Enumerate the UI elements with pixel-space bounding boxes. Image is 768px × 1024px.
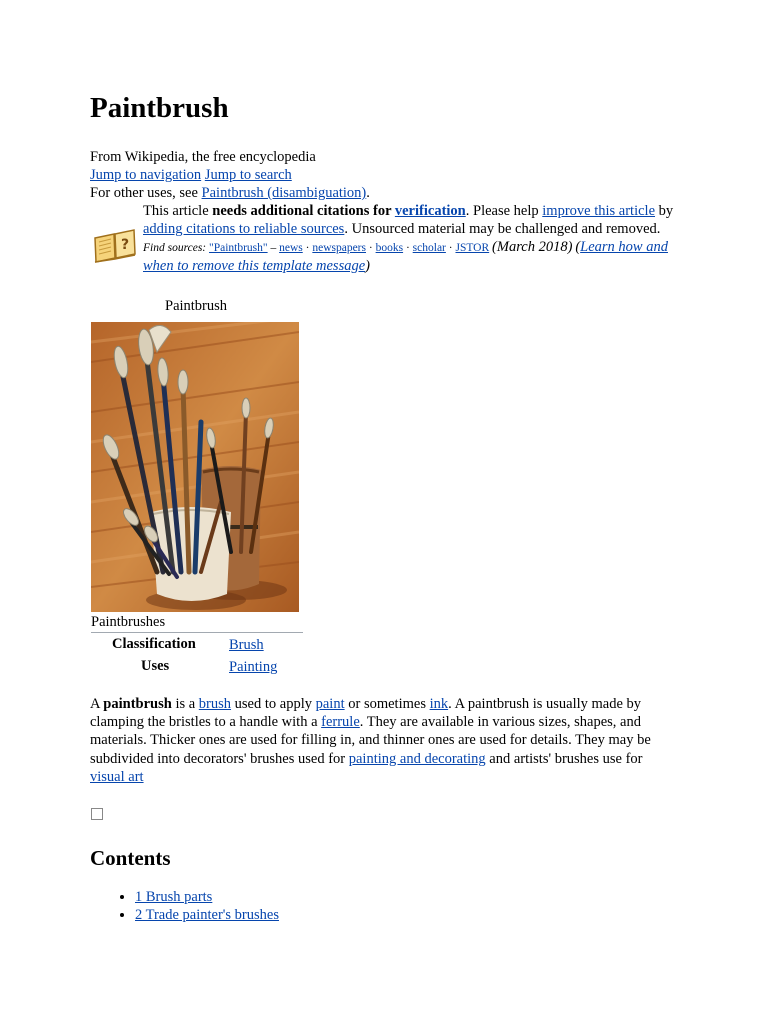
infobox-label-uses xyxy=(141,658,169,675)
find-sources-query-link[interactable]: "Paintbrush" xyxy=(209,242,268,254)
infobox-value-classification[interactable] xyxy=(229,637,264,654)
tagline: From Wikipedia, the free encyclopedia xyxy=(90,149,316,165)
row-label: Classification xyxy=(112,636,196,652)
ferrule-link[interactable]: ferrule xyxy=(321,714,360,731)
find-sources: Find sources: "Paintbrush" – news · newspapers · books · scholar · JSTOR (March 2018) (Learn how and when to remove this template message) xyxy=(143,239,668,274)
infobox-divider xyxy=(91,632,303,633)
text: and artists' brushes use for xyxy=(485,750,643,767)
hatnote-prefix: For other uses, see xyxy=(90,185,202,201)
contents-heading: Contents xyxy=(90,846,171,870)
book-question-icon xyxy=(92,228,138,266)
books-link[interactable]: books xyxy=(375,242,404,254)
notice-text: by xyxy=(655,203,674,219)
text: is a xyxy=(171,696,199,712)
svg-text:?: ? xyxy=(121,237,130,253)
notice-text: . Unsourced material may be challenged and removed. xyxy=(344,221,661,237)
jump-to-navigation-link[interactable]: Jump to navigation xyxy=(90,167,202,183)
find-sources-label: Find sources: xyxy=(143,242,207,254)
text: or sometimes xyxy=(344,696,430,712)
newspapers-link[interactable]: newspapers xyxy=(312,242,366,254)
notice-bold: needs additional citations for xyxy=(212,203,395,219)
infobox-title: Paintbrush xyxy=(165,298,228,314)
jstor-link[interactable]: JSTOR xyxy=(455,242,490,254)
toc-item xyxy=(135,888,279,906)
text: used to apply xyxy=(231,696,316,712)
notice-date: (March 2018) xyxy=(492,239,573,255)
separator: – xyxy=(267,242,280,254)
brush-link[interactable]: Brush xyxy=(229,637,264,653)
painting-decorating-link[interactable]: painting and decorating xyxy=(348,750,486,767)
brush-link[interactable]: brush xyxy=(198,696,232,712)
hatnote-suffix: . xyxy=(366,185,370,201)
paren: ) xyxy=(365,258,370,274)
news-link[interactable]: news xyxy=(279,242,303,254)
row-label: Uses xyxy=(141,658,170,674)
improve-article-link[interactable]: improve this article xyxy=(542,203,656,219)
infobox-value-uses[interactable] xyxy=(229,659,277,676)
infobox-label-classification xyxy=(112,636,196,653)
paintbrushes-image[interactable] xyxy=(91,322,299,612)
text: . A paintbrush is usually made by clamping the bristles to a handle with a xyxy=(90,696,642,731)
notice-text: This article xyxy=(143,203,213,219)
painting-link[interactable]: Painting xyxy=(229,659,278,675)
page-title: Paintbrush xyxy=(90,92,229,124)
paren: ( xyxy=(575,239,581,255)
learn-remove-template-link[interactable]: Learn how and when to remove this template message xyxy=(143,239,668,274)
jump-links xyxy=(90,166,292,184)
toc-link-trade-painters-brushes[interactable]: 2 Trade painter's brushes xyxy=(135,907,279,923)
hatnote xyxy=(90,184,370,202)
adding-citations-link[interactable]: adding citations to reliable sources xyxy=(143,221,345,237)
disambiguation-link[interactable]: Paintbrush (disambiguation) xyxy=(201,185,367,201)
visual-art-link[interactable]: visual art xyxy=(90,768,144,785)
toc-item xyxy=(135,906,279,924)
ink-link[interactable]: ink xyxy=(429,696,449,712)
scholar-link[interactable]: scholar xyxy=(412,242,446,254)
toc-link-brush-parts[interactable]: 1 Brush parts xyxy=(135,889,213,905)
text: . They are available in various sizes, shapes, and materials. Thicker ones are used for filling in, and thinner ones are used for details. They may be subdivided into decorators' brushes used for xyxy=(90,714,651,767)
citation-notice xyxy=(143,202,683,276)
intro-paragraph xyxy=(90,695,680,786)
paint-link[interactable]: paint xyxy=(315,696,345,712)
term-bold: paintbrush xyxy=(103,696,172,712)
verification-link[interactable]: verification xyxy=(394,203,466,219)
table-of-contents xyxy=(90,888,279,924)
notice-text: . Please help xyxy=(465,203,543,219)
jump-to-search-link[interactable]: Jump to search xyxy=(204,167,292,183)
text: A xyxy=(90,696,104,712)
toc-toggle-checkbox[interactable] xyxy=(91,808,103,820)
infobox-caption: Paintbrushes xyxy=(91,614,166,630)
